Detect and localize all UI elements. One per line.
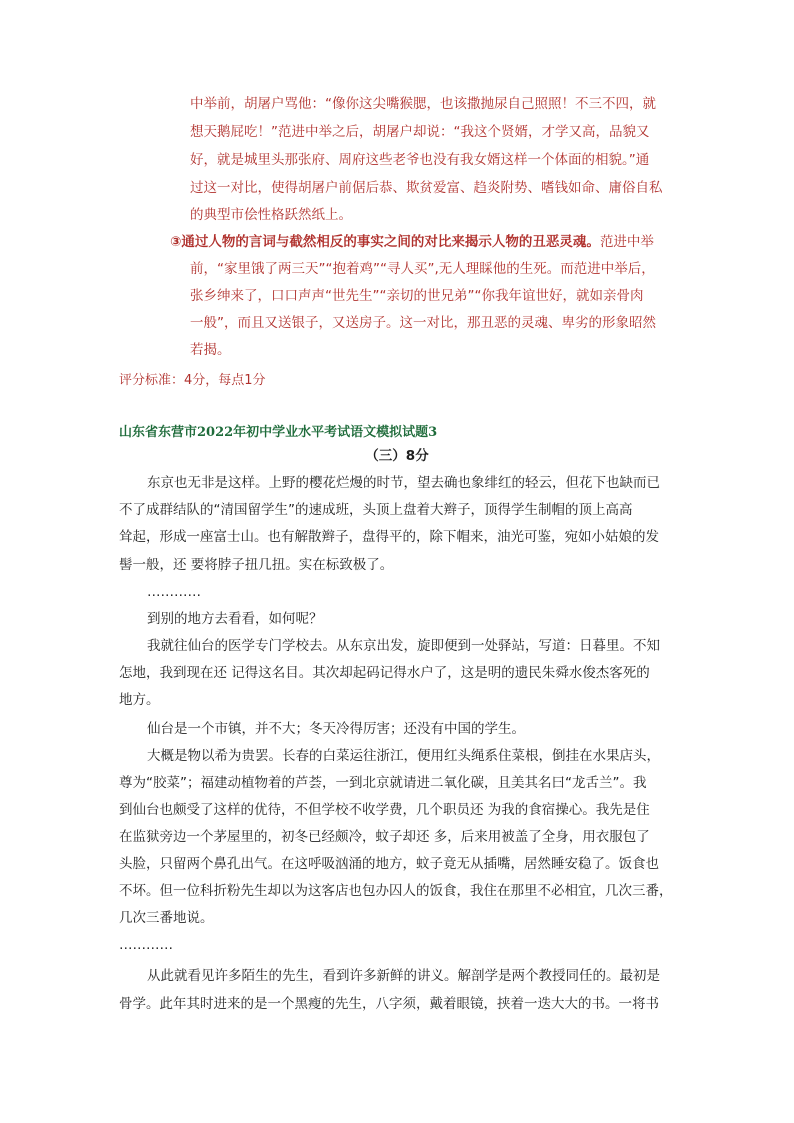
passage-line: 耸起，形成一座富士山。也有解散辫子，盘得平的，除下帽来，油光可鉴，宛如小姑娘的发 bbox=[119, 529, 659, 545]
passage-line: 大概是物以希为贵罢。长春的白菜运往浙江，便用红头绳系住菜根，倒挂在水果店头， bbox=[147, 748, 660, 764]
passage-line: 东京也无非是这样。上野的樱花烂熳的时节，望去确也象绯红的轻云，但花下也缺而已 bbox=[147, 475, 660, 491]
ellipsis-line: ………… bbox=[147, 584, 201, 600]
point3-heading: ③通过人物的言词与截然相反的事实之间的对比来揭示人物的丑恶灵魂。 bbox=[170, 234, 600, 250]
point3-line: 一般”，而且又送银子，又送房子。这一对比，那丑恶的灵魂、卑劣的形象昭然 bbox=[190, 315, 656, 331]
passage-line: 尊为“胶菜”；福建动植物着的芦荟，一到北京就请进二氧化碳，且美其名曰“龙舌兰”。我 bbox=[119, 775, 647, 791]
answer-line: 想天鹅屁吃！”范进中举之后，胡屠户却说：“我这个贤婿，才学又高，品貌又 bbox=[190, 124, 650, 140]
passage-line: 骨学。此年其时进来的是一个黑瘦的先生，八字须，戴着眼镜，挟着一迭大大的书。一将书 bbox=[119, 996, 659, 1012]
passage-line: 仙台是一个市镇，并不大；冬天冷得厉害；还没有中国的学生。 bbox=[147, 721, 525, 737]
answer-line: 过这一对比，使得胡屠户前倨后恭、欺贫爱富、趋炎附势、嗜钱如命、庸俗自私 bbox=[190, 180, 663, 196]
passage-line: 在监狱旁边一个茅屋里的，初冬已经颇冷，蚊子却还 多，后来用被盖了全身，用衣服包了 bbox=[119, 829, 650, 845]
passage-line: 从此就看见许多陌生的先生，看到许多新鲜的讲义。解剖学是两个教授同任的。最初是 bbox=[147, 968, 660, 984]
passage-line: 头脸，只留两个鼻孔出气。在这呼吸汹涌的地方，蚊子竟无从插嘴，居然睡安稳了。饭食也 bbox=[119, 856, 659, 872]
answer-line: 的典型市侩性格跃然纸上。 bbox=[190, 207, 352, 223]
ellipsis-line: ………… bbox=[119, 937, 173, 953]
scoring-criterion: 评分标准：4分，每点1分 bbox=[119, 373, 266, 388]
passage-line: 地方。 bbox=[119, 692, 160, 708]
answer-line: 中举前，胡屠户骂他：“像你这尖嘴猴腮，也该撒抛尿自己照照！不三不四，就 bbox=[190, 96, 656, 112]
point3-line: 若揭。 bbox=[190, 342, 231, 358]
passage-line: 几次三番地说。 bbox=[119, 910, 214, 926]
passage-line: 我就往仙台的医学专门学校去。从东京出发，旋即便到一处驿站，写道：日暮里。不知 bbox=[147, 638, 660, 654]
passage-line: 不坏。但一位科折粉先生却以为这客店也包办囚人的饭食，我住在那里不必相宜，几次三番， bbox=[119, 883, 673, 899]
point3-line: 前，“家里饿了两三天”“抱着鸡”“寻人买”,无人理睬他的生死。而范进中举后， bbox=[190, 261, 655, 277]
passage-line: 怎地，我到现在还 记得这名目。其次却起码记得水户了，这是明的遗民朱舜水俊杰客死的 bbox=[119, 665, 650, 681]
answer-line: 好，就是城里头那张府、周府这些老爷也没有我女婿这样一个体面的相貌。”通 bbox=[190, 152, 650, 168]
point3-line: 张乡绅来了，口口声声“世先生”“亲切的世兄弟”“你我年谊世好，就如亲骨肉 bbox=[190, 288, 644, 304]
section-subtitle: （三）8分 bbox=[365, 448, 429, 464]
passage-line: 到仙台也颇受了这样的优待，不但学校不收学费，几个职员还 为我的食宿操心。我先是住 bbox=[119, 802, 650, 818]
passage-line: 到别的地方去看看，如何呢？ bbox=[147, 611, 323, 627]
passage-line: 髻一般，还 要将脖子扭几扭。实在标致极了。 bbox=[119, 557, 394, 573]
point3-line1 bbox=[170, 232, 654, 252]
point3-line1-rest: 范进中举 bbox=[599, 234, 654, 250]
passage-line: 不了成群结队的“清国留学生”的速成班，头顶上盘着大辫子，顶得学生制帽的顶上高高 bbox=[119, 502, 633, 518]
section-title: 山东省东营市2022年初中学业水平考试语文模拟试题3 bbox=[119, 425, 438, 440]
